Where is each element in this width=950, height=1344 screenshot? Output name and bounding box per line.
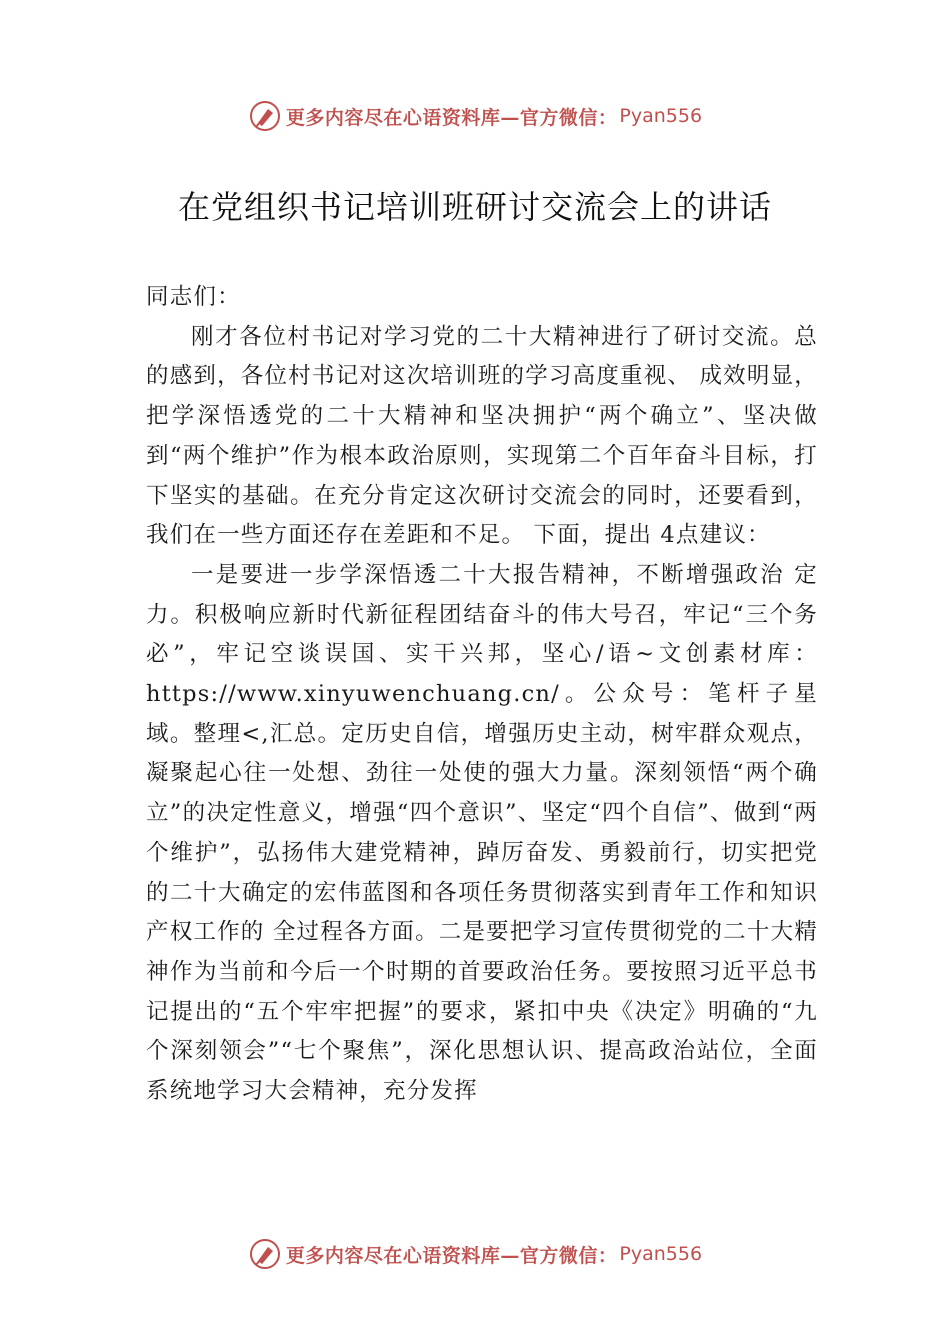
paragraph-2: 一是要进一步学深悟透二十大报告精神，不断增强政治 定力。积极响应新时代新征程团结奋斗的伟大号召，牢记“三个务必”，牢记空谈误国、实干兴邦，坚心/语~文创素材库：https://www.xinyuwenchuang.cn/。公众号：笔杆子星域。整理<,汇总。定历史自信，增强历史主动，树牢群众观点，凝聚起心往一处想、劲往一处使的强大力量。深刻领悟“两个确立”的决定性意义，增强“四个意识”、坚定“四个自信”、做到“两个维护”，弘扬伟大建党精神，踔厉奋发、勇毅前行，切实把党的二十大确定的宏伟蓝图和各项任务贯彻落实到青年工作和知识产权工作的 全过程各方面。二是要把学习宣传贯彻党的二十大精神作为当前和今后一个时期的首要政治任务。要按照习近平总书记提出的“五个牢牢把握”的要求，紧扣中央《决定》明确的“九个深刻领会”“七个聚焦”，深化思想认识、提高政治站位，全面系统地学习大会精神，充分发挥	[146, 561, 818, 1105]
document-body	[146, 278, 818, 1112]
salutation: 同志们：	[146, 284, 241, 310]
pen-nib-logo-icon	[248, 1237, 282, 1271]
header-watermark-banner	[0, 96, 950, 136]
paragraph-1: 刚才各位村书记对学习党的二十大精神进行了研讨交流。总的感到，各位村书记对这次培训班的学习高度重视、 成效明显，把学深悟透党的二十大精神和坚决拥护“两个确立”、坚决做到“两个维护”作为根本政治原则，实现第二个百年奋斗目标，打下坚实的基础。在充分肯定这次研讨交流会的同时，还要看到，我们在一些方面还存在差距和不足。 下面，提出 4点建议：	[146, 323, 818, 549]
document-title: 在党组织书记培训班研讨交流会上的讲话	[177, 188, 772, 226]
banner-text: 更多内容尽在心语资料库—官方微信：	[285, 106, 618, 129]
banner-text: 更多内容尽在心语资料库—官方微信：	[285, 1244, 618, 1267]
banner-wechat-id: Pyan556	[619, 1243, 703, 1265]
banner-wechat-id: Pyan556	[619, 105, 703, 127]
pen-nib-logo-icon	[248, 99, 282, 133]
footer-watermark-banner	[0, 1234, 950, 1274]
